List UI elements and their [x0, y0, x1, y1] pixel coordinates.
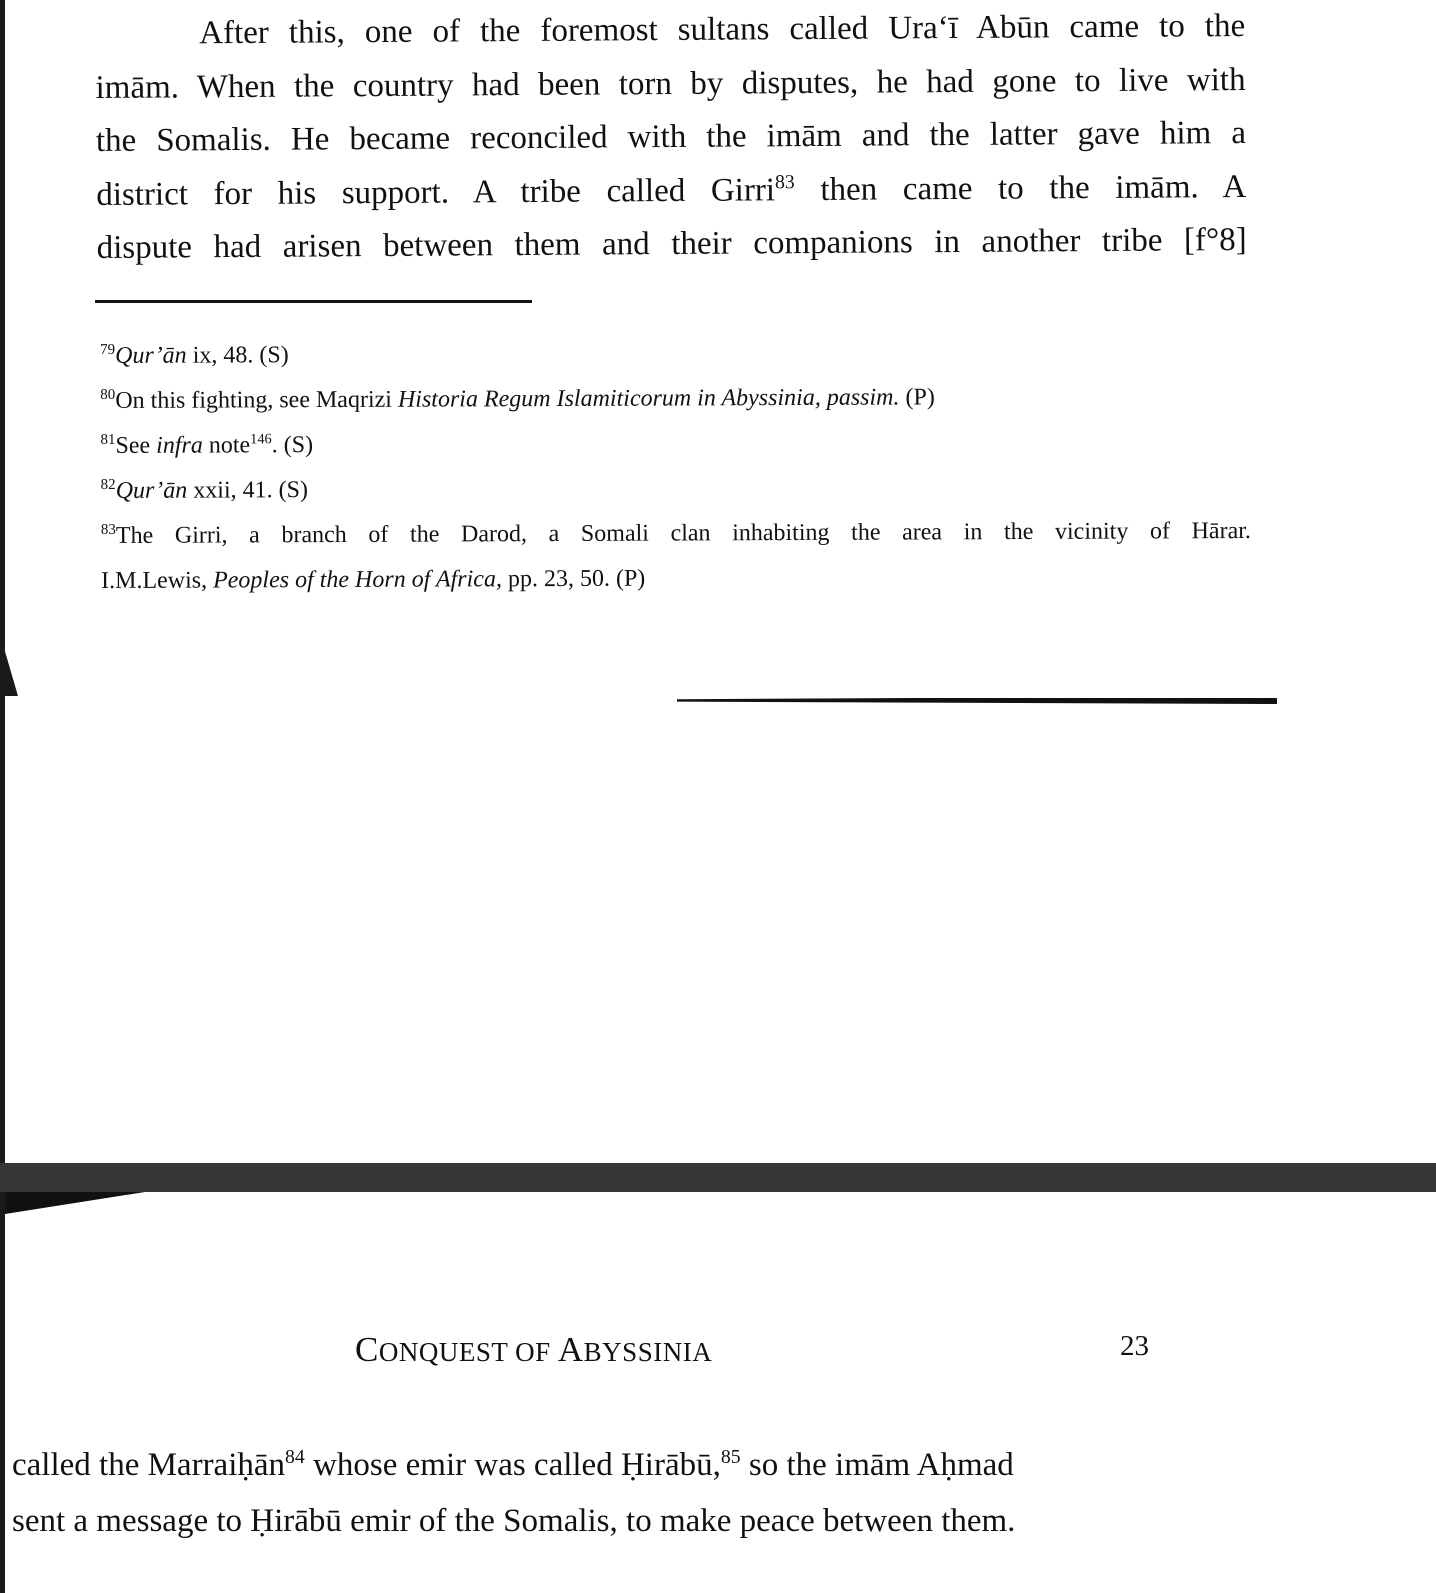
- footnote-rule: [95, 300, 532, 303]
- footnote-number: 83: [100, 521, 116, 538]
- footnote-text: xxii, 41. (S): [187, 477, 308, 504]
- footnote-number: 79: [100, 341, 116, 358]
- footnote-ref: 85: [720, 1446, 741, 1468]
- body-paragraph: [12, 1437, 1152, 1549]
- footnote-text: See: [115, 432, 157, 459]
- body-paragraph: [95, 0, 1247, 275]
- footnote-text: Qur’ān: [115, 342, 187, 369]
- body-line: district for his support. A tribe called Girri$^{83}$ then came to the imām. A: [96, 168, 1247, 213]
- footnote: [101, 554, 1251, 604]
- footnote-ref: 83: [774, 170, 795, 193]
- body-line: sent a message to Ḥirābū emir of the Somalis, to make peace between them.: [12, 1503, 1016, 1539]
- footnote-text: note: [202, 432, 251, 459]
- footnote-text: ix, 48. (S): [186, 342, 289, 369]
- footnote-number: 80: [100, 386, 116, 403]
- footnote-text: pp. 23, 50. (P): [501, 565, 646, 593]
- footnote-text: The Girri, a branch of the Darod, a Somali clan inhabiting the area in the vicinity of Hārar.: [115, 517, 1251, 549]
- footnote-text: infra: [156, 432, 203, 459]
- footnote: [100, 329, 1250, 379]
- body-line: called the $Marraiḥān^{84}$ whose emir was called Ḥirābū,$^{85}$ so the imām Aḥmad: [12, 1446, 1014, 1483]
- footnote-number: 82: [100, 476, 116, 493]
- page-number: 23: [1120, 1330, 1149, 1362]
- body-line: After this, one of the foremost sultans called Ura‘ī Abūn came to the: [199, 7, 1246, 52]
- body-line: imām. When the country had been torn by disputes, he had gone to live with: [95, 61, 1246, 106]
- footnote: [101, 464, 1251, 514]
- footnote-number: 81: [100, 431, 116, 448]
- footnote-text: I.M.Lewis,: [101, 567, 214, 594]
- page-separator: [0, 1163, 1436, 1192]
- footnotes: [100, 329, 1251, 604]
- footnote: [100, 374, 1250, 424]
- footnote-text: Historia Regum Islamiticorum in Abyssinia, passim.: [397, 384, 900, 413]
- footnote-text: Peoples of the Horn of Africa,: [213, 566, 502, 594]
- body-line: the Somalis. He became reconciled with the imām and the latter gave him a: [95, 114, 1247, 159]
- running-head: CONQUEST OF ABYSSINIA: [355, 1330, 713, 1369]
- body-line: dispute had arisen between them and their companions in another tribe [f°8]: [96, 221, 1247, 266]
- footnote-ref: 84: [285, 1446, 305, 1468]
- footnote-text: (P): [899, 384, 935, 411]
- footnote: [100, 419, 1250, 469]
- footnote-text: On this fighting, see Maqrizi: [115, 386, 398, 414]
- page-bottom: [0, 1192, 1436, 1593]
- footnote-text: . (S): [271, 432, 314, 459]
- page-rule: [677, 696, 1277, 704]
- footnote: [101, 509, 1251, 559]
- footnote-text: 146: [250, 431, 272, 448]
- footnote-text: Qur’ān: [115, 477, 188, 504]
